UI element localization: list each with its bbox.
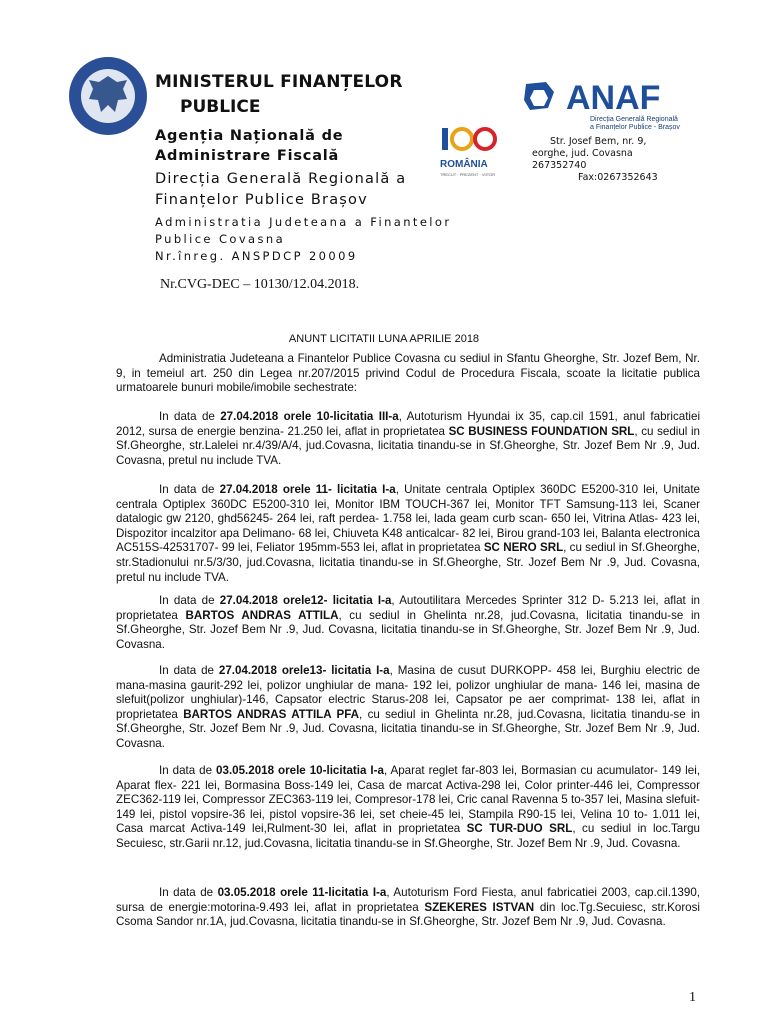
auction-item-6: In data de 03.05.2018 orele 11-licitatia I-a, Autoturism Ford Fiesta, anul fabricatiei 2003, cap.cil.1390, sursa de energie:motorina-9.493 lei, aflat in proprietatea SZEKERES ISTVAN din loc.Tg.Secuiesc, str.Korosi Csoma Sandor nr.1A, jud.Covasna, licitatia tinandu-se in Sf.Gheorghe, Str. Jozef Bem Nr .9, Jud. Covasna. bbox=[116, 886, 700, 929]
registration-number: Nr.înreg. ANSPDCP 20009 bbox=[155, 249, 358, 263]
anaf-wordmark: ANAF bbox=[566, 79, 661, 116]
address-phone: 267352740 bbox=[532, 160, 587, 171]
page-number: 1 bbox=[689, 990, 696, 1005]
anaf-logo bbox=[522, 76, 712, 121]
document-number: Nr.CVG-DEC – 10130/12.04.2018. bbox=[160, 277, 360, 292]
address-street: Str. Josef Bem, nr. 9, bbox=[550, 136, 647, 147]
ministry-title-line2: PUBLICE bbox=[180, 97, 261, 117]
ministry-title-line1: MINISTERUL FINANȚELOR bbox=[155, 72, 403, 92]
ministry-seal bbox=[68, 56, 148, 136]
address-city: eorghe, jud. Covasna bbox=[532, 148, 633, 159]
administration-line2: Publice Covasna bbox=[155, 232, 286, 246]
address-fax: Fax:0267352643 bbox=[578, 172, 658, 183]
centenary-country: ROMÂNIA bbox=[440, 159, 488, 170]
centenary-subtitle: TRECUT · PREZENT · VIITOR bbox=[440, 172, 496, 177]
directorate-line2: Finanțelor Publice Brașov bbox=[155, 192, 368, 208]
agency-line1: Agenția Națională de bbox=[155, 128, 344, 144]
intro-paragraph: Administratia Judeteana a Finantelor Publice Covasna cu sediul in Sfantu Gheorghe, Str. Jozef Bem, Nr. 9, in temeiul art. 250 din Legea nr.207/2015 privind Codul de Procedura Fiscala, scoate la licitatie publica urmatoarele bunuri mobile/imobile sechestrate: bbox=[116, 352, 700, 395]
anaf-subtitle-line2: a Finanțelor Publice - Brașov bbox=[590, 124, 680, 131]
anaf-subtitle-line1: Direcția Generală Regională bbox=[590, 116, 678, 123]
directorate-line1: Direcția Generală Regională a bbox=[155, 171, 407, 187]
agency-line2: Administrare Fiscală bbox=[155, 148, 340, 164]
auction-item-5: In data de 03.05.2018 orele 10-licitatia I-a, Aparat reglet far-803 lei, Bormasian cu acumulator- 149 lei, Aparat flex- 221 lei, Bormasina Boss-149 lei, Casa de marcat Activa-298 lei, Color printer-446 lei, Compressor ZEC362-119 lei, Compressor ZEC363-119 lei, Compresor-178 lei, Cric canal Ravenna 5 to-357 lei, Masina slefuit-149 lei, pistol vopsire-36 lei, pistol vopsire-36 lei, set cheie-45 lei, Stampila R90-15 lei, Velina 10 to- 1.011 lei, Casa marcat Activa-149 lei,Rulment-30 lei, aflat in proprietatea SC TUR-DUO SRL, cu sediul in loc.Targu Secuiesc, str.Garii nr.12, jud.Covasna, licitatia tinandu-se in Sf.Gheorghe, Str. Jozef Bem Nr .9, Jud. Covasna. bbox=[116, 764, 701, 850]
administration-line1: Administratia Judeteana a Finantelor bbox=[155, 215, 452, 229]
auction-item-1: In data de 27.04.2018 orele 10-licitatia III-a, Autoturism Hyundai ix 35, cap.cil 1591, anul fabricatiei 2012, sursa de energie benzina- 21.250 lei, aflat in proprietatea SC BUSINESS FOUNDATION SRL, cu sediul in Sf.Gheorghe, str.Lalelei nr.4/39/A/4, jud.Covasna, licitatia tinandu-se in Sf.Gheorghe, Str. Jozef Bem Nr .9, Jud. Covasna, pretul nu include TVA. bbox=[116, 410, 701, 467]
auction-item-4: In data de 27.04.2018 orele13- licitatia I-a, Masina de cusut DURKOPP- 458 lei, Burghiu electric de mana-masina gaurit-292 lei, polizor unghiular de mana- 192 lei, polizor unghiular de mana- 146 lei, masina de slefuit(polizor unghiular)-146, Capsator electric Starus-208 lei, Capsator pe aer comprimat- 138 lei, aflat in proprietatea BARTOS ANDRAS ATTILA PFA, cu sediul in Ghelinta nr.28, jud.Covasna, licitatia tinandu-se in Sf.Gheorghe, Str. Jozef Bem Nr .9, Jud. Covasna, licitatia tinandu-se in Sf.Gheorghe, Str. Jozef Bem Nr .9, Jud. Covasna. bbox=[116, 664, 701, 750]
auction-item-2: In data de 27.04.2018 orele 11- licitatia I-a, Unitate centrala Optiplex 360DC E5200-310 lei, Unitate centrala Optiplex 360DC E5200-310 lei, Monitor IBM TOUCH-367 lei, Monitor TFT Samsung-113 lei, Scaner datalogic gw 2120, ghd56245- 264 lei, raft perdea- 1.758 lei, lada geam curb scan- 650 lei, Vitrina Atlas- 423 lei, Dispozitor incalzitor apa Delimano- 68 lei, Chiuveta K48 anticalcar- 82 lei, Birou grand-103 lei, Balanta electronica AC515S-42531707- 99 lei, Feliator 195mm-553 lei, aflat in proprietatea SC NERO SRL, cu sediul in Sf.Gheorghe, str.Stadionului nr.5/3/30, jud.Covasna, licitatia tinandu-se in Sf.Gheorghe, Str. Jozef Bem Nr .9, Jud. Covasna, pretul nu include TVA. bbox=[116, 483, 701, 584]
announcement-title: ANUNT LICITATII LUNA APRILIE 2018 bbox=[288, 333, 480, 345]
auction-item-3: In data de 27.04.2018 orele12- licitatia I-a, Autoutilitara Mercedes Sprinter 312 D- 5.213 lei, aflat in proprietatea BARTOS ANDRAS ATTILA, cu sediul in Ghelinta nr.28, jud.Covasna, licitatia tinandu-se in Sf.Gheorghe, Str. Jozef Bem Nr .9, Jud. Covasna, licitatia tinandu-se in Sf.Gheorghe, Str. Jozef Bem Nr .9, Jud. Covasna. bbox=[116, 594, 700, 651]
